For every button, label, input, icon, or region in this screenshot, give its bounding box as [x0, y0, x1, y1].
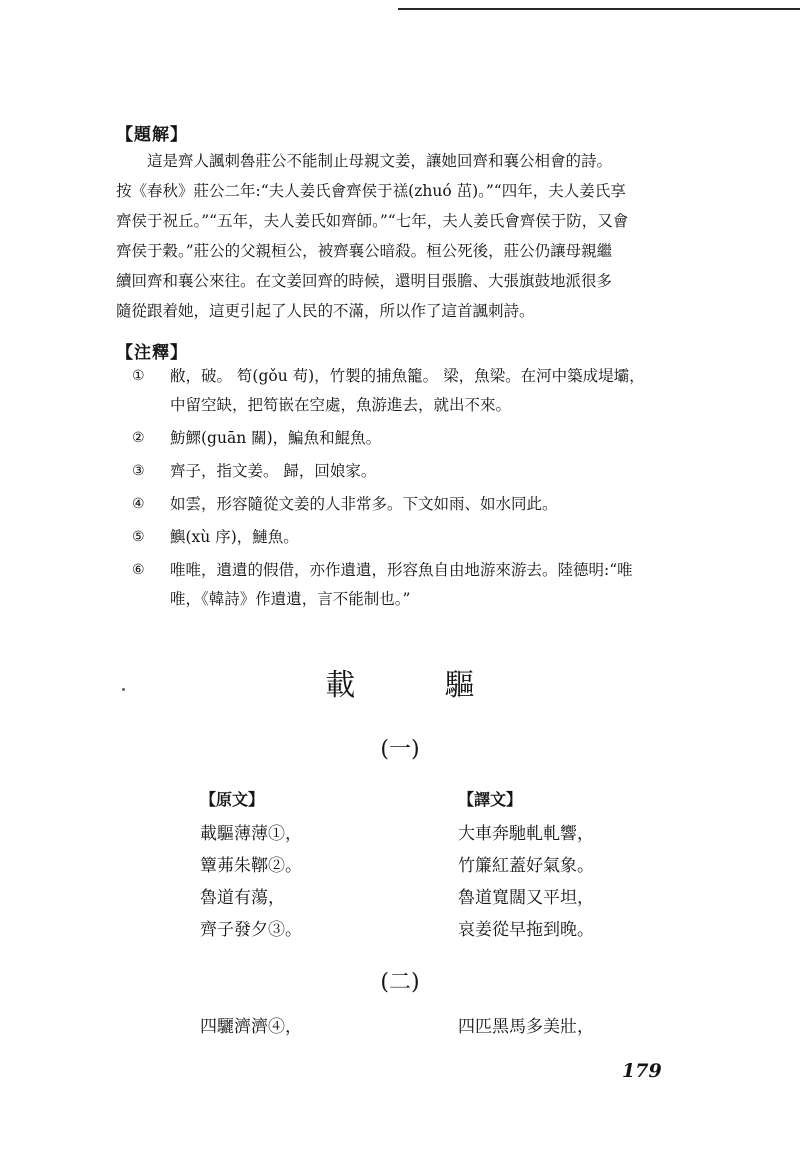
note-number: ③ [132, 463, 145, 479]
tijie-line: 齊侯于祝丘。”“五年，夫人姜氏如齊師。”“七年，夫人姜氏會齊侯于防，又會 [116, 212, 629, 230]
translation-heading: 【譯文】 [458, 790, 523, 809]
notes-list [132, 362, 692, 618]
note-number: ① [132, 368, 145, 384]
poem-title-text: 載 驅 [325, 668, 515, 703]
note-line: 唯，《韓詩》作遺遺，言不能制也。” [170, 590, 411, 608]
tijie-paragraph [116, 146, 690, 326]
original-line: 齊子發夕③。 [200, 920, 302, 940]
note-line: 齊子，指文姜。 歸，回娘家。 [170, 462, 377, 480]
translation-line: 大車奔馳軋軋響， [458, 824, 594, 844]
zhushi-heading: 【注釋】 [116, 343, 188, 363]
section2-translation-line: 四匹黑馬多美壯， [458, 1017, 594, 1037]
note-item [132, 490, 692, 519]
section-marker-1: (一) [380, 737, 420, 762]
note-line: 如雲，形容隨從文姜的人非常多。下文如雨、如水同此。 [170, 495, 558, 513]
section2-original-line: 四驪濟濟④， [200, 1017, 302, 1037]
original-line: 載驅薄薄①， [200, 824, 302, 844]
note-line: 唯唯，遺遺的假借，亦作遺遺，形容魚自由地游來游去。陸德明:“唯 [170, 561, 633, 579]
translation-column [458, 784, 594, 946]
page-number: 179 [622, 1060, 662, 1082]
note-item [132, 523, 692, 552]
note-item [132, 424, 692, 453]
translation-line: 哀姜從早拖到晚。 [458, 920, 594, 940]
tijie-line: 按《春秋》莊公二年:“夫人姜氏會齊侯于禚(zhuó 茁)。”“四年，夫人姜氏享 [116, 182, 626, 200]
tijie-line: 隨從跟着她，這更引起了人民的不滿，所以作了這首諷刺詩。 [116, 302, 535, 320]
top-rule [398, 8, 800, 10]
poem-title [0, 660, 800, 704]
note-item [132, 556, 692, 614]
note-number: ④ [132, 496, 145, 512]
original-heading: 【原文】 [200, 790, 265, 809]
tijie-line: 齊侯于穀。”莊公的父親桓公，被齊襄公暗殺。桓公死後，莊公仍讓母親繼 [116, 242, 613, 260]
note-number: ② [132, 430, 145, 446]
note-line: 魴鰥(guān 關)，鯿魚和鯤魚。 [170, 429, 382, 447]
note-number: ⑤ [132, 529, 145, 545]
translation-line: 魯道寬闊又平坦， [458, 888, 594, 908]
original-line: 簟茀朱鞹②。 [200, 856, 302, 876]
note-item [132, 362, 692, 420]
note-item [132, 457, 692, 486]
tijie-line: 續回齊和襄公來往。在文姜回齊的時候，還明目張膽、大張旗鼓地派很多 [116, 272, 613, 290]
section-marker-2: (二) [380, 970, 420, 995]
translation-line: 竹簾紅蓋好氣象。 [458, 856, 594, 876]
note-line: 中留空缺，把笱嵌在空處，魚游進去，就出不來。 [170, 396, 512, 414]
original-text-column [200, 784, 302, 946]
note-number: ⑥ [132, 562, 145, 578]
note-line: 鱮(xù 序)，鰱魚。 [170, 528, 299, 546]
original-line: 魯道有蕩， [200, 888, 285, 908]
tijie-heading: 【題解】 [116, 125, 188, 145]
note-line: 敝，破。 笱(gǒu 苟)，竹製的捕魚籠。 梁，魚梁。在河中築成堤壩， [170, 367, 645, 385]
tijie-line: 這是齊人諷刺魯莊公不能制止母親文姜，讓她回齊和襄公相會的詩。 [147, 152, 613, 170]
